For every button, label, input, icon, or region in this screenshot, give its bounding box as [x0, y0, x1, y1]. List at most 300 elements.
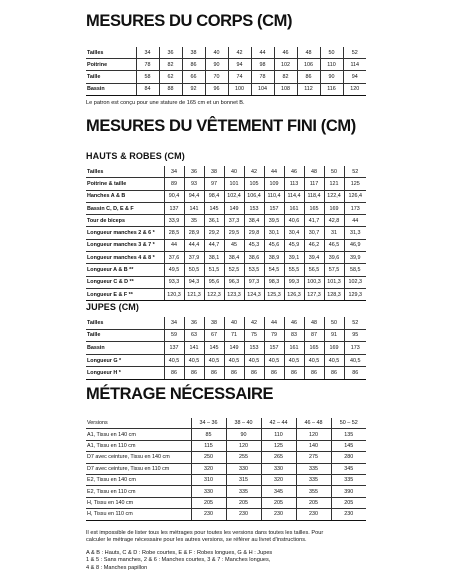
table-row — [86, 276, 366, 288]
value-cell: 38,9 — [264, 252, 284, 264]
value-cell: 30,4 — [284, 227, 304, 239]
header-cell: 34 – 36 — [191, 418, 226, 429]
value-cell: 335 — [296, 463, 331, 474]
value-cell: 40,5 — [304, 354, 324, 367]
value-cell: 91 — [324, 329, 344, 342]
value-cell: 265 — [261, 452, 296, 463]
yardage-note-line: calculer le métrage nécessaire pour les autres versions, se référer au livret d'instructions. — [86, 537, 307, 544]
value-cell: 137 — [164, 342, 184, 355]
table-row — [86, 329, 366, 342]
value-cell: 40,5 — [244, 354, 264, 367]
value-cell: 67 — [204, 329, 224, 342]
value-cell: 46,9 — [344, 239, 366, 251]
value-cell: 38,1 — [204, 252, 224, 264]
value-cell: 255 — [226, 452, 261, 463]
table-row — [86, 252, 366, 264]
version-legend-line: 1 & 5 : Sans manches, 2 & 6 : Manches courtes, 3 & 7 : Manches longues, — [86, 557, 271, 564]
value-cell: 63 — [184, 329, 204, 342]
header-cell: 50 – 52 — [331, 418, 366, 429]
value-cell: 153 — [244, 342, 264, 355]
value-cell: 230 — [191, 509, 226, 520]
header-cell: 34 — [164, 317, 184, 329]
value-cell: 157 — [264, 342, 284, 355]
value-cell: 390 — [331, 486, 366, 497]
header-label-cell: Tailles — [86, 166, 164, 178]
value-cell: 141 — [184, 202, 204, 214]
row-label-cell: Longueur manches 2 & 6 * — [86, 227, 164, 239]
value-cell: 140 — [296, 440, 331, 451]
row-label-cell: Taille — [86, 71, 136, 83]
value-cell: 230 — [296, 509, 331, 520]
value-cell: 120 — [296, 429, 331, 440]
value-cell: 38,6 — [244, 252, 264, 264]
value-cell: 137 — [164, 202, 184, 214]
value-cell: 94,3 — [184, 276, 204, 288]
header-cell: 44 — [251, 47, 274, 59]
value-cell: 31,3 — [344, 227, 366, 239]
header-cell: 46 — [274, 47, 297, 59]
version-legend-line: A & B : Hauts, C & D : Robe courtes, E & F : Robes longues, G & H : Jupes — [86, 550, 273, 556]
header-cell: 52 — [344, 317, 366, 329]
yardage-title: MÉTRAGE NÉCESSAIRE — [86, 385, 274, 403]
skirts-table — [86, 317, 366, 380]
value-cell: 141 — [184, 342, 204, 355]
row-label-cell: Bassin C, D, E & F — [86, 202, 164, 214]
table-row — [86, 509, 366, 520]
value-cell: 96 — [205, 83, 228, 95]
header-label-cell: Versions — [86, 418, 191, 429]
value-cell: 40,5 — [224, 354, 244, 367]
value-cell: 345 — [331, 463, 366, 474]
value-cell: 82 — [159, 59, 182, 71]
value-cell: 95 — [344, 329, 366, 342]
value-cell: 95,6 — [204, 276, 224, 288]
garment-measurements-title: MESURES DU VÊTEMENT FINI (CM) — [86, 117, 356, 135]
value-cell: 45,6 — [264, 239, 284, 251]
value-cell: 102,3 — [344, 276, 366, 288]
skirts-title: JUPES (CM) — [86, 302, 140, 312]
value-cell: 93 — [184, 178, 204, 190]
header-cell: 42 — [244, 166, 264, 178]
header-cell: 44 — [264, 317, 284, 329]
value-cell: 85 — [191, 429, 226, 440]
value-cell: 275 — [296, 452, 331, 463]
value-cell: 110,4 — [264, 190, 284, 202]
row-label-cell: Longueur E & F ** — [86, 288, 164, 300]
row-label-cell: Hanches A & B — [86, 190, 164, 202]
yardage-table — [86, 418, 366, 521]
tops-dresses-title: HAUTS & ROBES (CM) — [86, 151, 185, 161]
table-row — [86, 83, 366, 95]
value-cell: 102 — [274, 59, 297, 71]
value-cell: 98,4 — [204, 190, 224, 202]
value-cell: 161 — [284, 342, 304, 355]
header-label-cell: Tailles — [86, 317, 164, 329]
value-cell: 102,4 — [224, 190, 244, 202]
value-cell: 45,3 — [244, 239, 264, 251]
value-cell: 86 — [204, 367, 224, 380]
row-label-cell: Longueur A & B ** — [86, 264, 164, 276]
value-cell: 320 — [191, 463, 226, 474]
value-cell: 125 — [344, 178, 366, 190]
header-cell: 42 — [228, 47, 251, 59]
value-cell: 57,5 — [324, 264, 344, 276]
table-row — [86, 452, 366, 463]
value-cell: 315 — [226, 474, 261, 485]
body-measurements-table — [86, 47, 366, 96]
value-cell: 74 — [228, 71, 251, 83]
row-label-cell: E2, Tissu en 110 cm — [86, 486, 191, 497]
value-cell: 86 — [184, 367, 204, 380]
value-cell: 128,3 — [324, 288, 344, 300]
value-cell: 44,4 — [184, 239, 204, 251]
value-cell: 145 — [204, 202, 224, 214]
value-cell: 120 — [226, 440, 261, 451]
value-cell: 46,5 — [324, 239, 344, 251]
row-label-cell: A1, Tissu en 110 cm — [86, 440, 191, 451]
version-legend — [86, 550, 272, 572]
row-label-cell: Bassin — [86, 83, 136, 95]
header-cell: 36 — [184, 166, 204, 178]
value-cell: 93,3 — [164, 276, 184, 288]
table-row — [86, 264, 366, 276]
value-cell: 94 — [228, 59, 251, 71]
value-cell: 335 — [226, 486, 261, 497]
header-cell: 38 – 40 — [226, 418, 261, 429]
value-cell: 70 — [205, 71, 228, 83]
value-cell: 109 — [264, 178, 284, 190]
value-cell: 86 — [324, 367, 344, 380]
value-cell: 97,3 — [244, 276, 264, 288]
row-label-cell: Bassin — [86, 342, 164, 355]
value-cell: 205 — [191, 497, 226, 508]
value-cell: 173 — [344, 202, 366, 214]
header-cell: 36 — [184, 317, 204, 329]
value-cell: 29,5 — [224, 227, 244, 239]
value-cell: 44,7 — [204, 239, 224, 251]
value-cell: 108 — [274, 83, 297, 95]
value-cell: 145 — [331, 440, 366, 451]
value-cell: 250 — [191, 452, 226, 463]
value-cell: 78 — [136, 59, 159, 71]
value-cell: 46,2 — [304, 239, 324, 251]
value-cell: 66 — [182, 71, 205, 83]
header-label-cell: Tailles — [86, 47, 136, 59]
value-cell: 173 — [344, 342, 366, 355]
value-cell: 94,4 — [184, 190, 204, 202]
value-cell: 330 — [226, 463, 261, 474]
header-cell: 52 — [343, 47, 366, 59]
value-cell: 169 — [324, 202, 344, 214]
body-measurements-title: MESURES DU CORPS (CM) — [86, 12, 293, 30]
value-cell: 116 — [320, 83, 343, 95]
header-cell: 40 — [224, 317, 244, 329]
value-cell: 40,5 — [284, 354, 304, 367]
row-label-cell: D7 avec ceinture, Tissu en 140 cm — [86, 452, 191, 463]
value-cell: 35 — [184, 215, 204, 227]
value-cell: 39,5 — [264, 215, 284, 227]
value-cell: 29,2 — [204, 227, 224, 239]
value-cell: 86 — [297, 71, 320, 83]
header-cell: 48 — [304, 317, 324, 329]
value-cell: 125,3 — [264, 288, 284, 300]
value-cell: 106,4 — [244, 190, 264, 202]
value-cell: 99,3 — [284, 276, 304, 288]
value-cell: 39,6 — [324, 252, 344, 264]
header-cell: 38 — [182, 47, 205, 59]
value-cell: 118,4 — [304, 190, 324, 202]
value-cell: 30,1 — [264, 227, 284, 239]
value-cell: 100,3 — [304, 276, 324, 288]
value-cell: 126,4 — [344, 190, 366, 202]
value-cell: 112 — [297, 83, 320, 95]
table-row — [86, 486, 366, 497]
value-cell: 320 — [261, 474, 296, 485]
table-row — [86, 429, 366, 440]
row-label-cell: A1, Tissu en 140 cm — [86, 429, 191, 440]
value-cell: 59 — [164, 329, 184, 342]
value-cell: 114 — [343, 59, 366, 71]
value-cell: 122,3 — [204, 288, 224, 300]
value-cell: 92 — [182, 83, 205, 95]
row-label-cell: Taille — [86, 329, 164, 342]
value-cell: 44 — [164, 239, 184, 251]
row-label-cell: H, Tissu en 110 cm — [86, 509, 191, 520]
header-cell: 50 — [324, 166, 344, 178]
value-cell: 149 — [224, 202, 244, 214]
table-row — [86, 71, 366, 83]
value-cell: 120,3 — [164, 288, 184, 300]
value-cell: 31 — [324, 227, 344, 239]
table-row — [86, 367, 366, 380]
value-cell: 86 — [344, 367, 366, 380]
value-cell: 114,4 — [284, 190, 304, 202]
table-header-row — [86, 317, 366, 329]
value-cell: 230 — [331, 509, 366, 520]
value-cell: 53,5 — [244, 264, 264, 276]
value-cell: 37,6 — [164, 252, 184, 264]
value-cell: 38,4 — [224, 252, 244, 264]
value-cell: 54,5 — [264, 264, 284, 276]
value-cell: 28,9 — [184, 227, 204, 239]
value-cell: 90,4 — [164, 190, 184, 202]
table-row — [86, 342, 366, 355]
table-row — [86, 354, 366, 367]
value-cell: 90 — [226, 429, 261, 440]
value-cell: 106 — [297, 59, 320, 71]
value-cell: 40,5 — [184, 354, 204, 367]
header-cell: 38 — [204, 317, 224, 329]
value-cell: 45 — [224, 239, 244, 251]
value-cell: 71 — [224, 329, 244, 342]
row-label-cell: Longueur H * — [86, 367, 164, 380]
value-cell: 55,5 — [284, 264, 304, 276]
row-label-cell: Poitrine — [86, 59, 136, 71]
value-cell: 50,5 — [184, 264, 204, 276]
value-cell: 33,9 — [164, 215, 184, 227]
value-cell: 39,9 — [344, 252, 366, 264]
value-cell: 205 — [261, 497, 296, 508]
version-legend-line: 4 & 8 : Manches papillon — [86, 564, 148, 571]
value-cell: 127,3 — [304, 288, 324, 300]
value-cell: 101 — [224, 178, 244, 190]
value-cell: 330 — [191, 486, 226, 497]
value-cell: 335 — [331, 474, 366, 485]
value-cell: 86 — [224, 367, 244, 380]
value-cell: 113 — [284, 178, 304, 190]
value-cell: 345 — [261, 486, 296, 497]
value-cell: 117 — [304, 178, 324, 190]
value-cell: 39,1 — [284, 252, 304, 264]
table-row — [86, 463, 366, 474]
value-cell: 79 — [264, 329, 284, 342]
value-cell: 86 — [164, 367, 184, 380]
value-cell: 62 — [159, 71, 182, 83]
value-cell: 78 — [251, 71, 274, 83]
tops-dresses-table — [86, 166, 366, 301]
table-row — [86, 288, 366, 300]
body-measurements-note: Le patron est conçu pour une stature de 165 cm et un bonnet B. — [86, 100, 245, 106]
value-cell: 45,9 — [284, 239, 304, 251]
value-cell: 38,4 — [244, 215, 264, 227]
value-cell: 122,4 — [324, 190, 344, 202]
yardage-note-line: Il est impossible de lister tous les métrages pour toutes les versions dans toutes les tailles. Pour — [86, 530, 324, 536]
value-cell: 157 — [264, 202, 284, 214]
header-cell: 40 — [205, 47, 228, 59]
value-cell: 96,3 — [224, 276, 244, 288]
header-cell: 44 — [264, 166, 284, 178]
row-label-cell: Poitrine & taille — [86, 178, 164, 190]
value-cell: 205 — [226, 497, 261, 508]
table-header-row — [86, 47, 366, 59]
header-cell: 36 — [159, 47, 182, 59]
value-cell: 126,3 — [284, 288, 304, 300]
value-cell: 40,5 — [324, 354, 344, 367]
value-cell: 110 — [320, 59, 343, 71]
header-cell: 46 — [284, 166, 304, 178]
value-cell: 87 — [304, 329, 324, 342]
value-cell: 94 — [343, 71, 366, 83]
value-cell: 58 — [136, 71, 159, 83]
value-cell: 86 — [182, 59, 205, 71]
value-cell: 37,3 — [224, 215, 244, 227]
value-cell: 123,3 — [224, 288, 244, 300]
table-row — [86, 497, 366, 508]
value-cell: 75 — [244, 329, 264, 342]
value-cell: 149 — [224, 342, 244, 355]
value-cell: 39,4 — [304, 252, 324, 264]
header-cell: 40 — [224, 166, 244, 178]
table-row — [86, 474, 366, 485]
value-cell: 88 — [159, 83, 182, 95]
value-cell: 101,3 — [324, 276, 344, 288]
value-cell: 169 — [324, 342, 344, 355]
value-cell: 135 — [331, 429, 366, 440]
value-cell: 115 — [191, 440, 226, 451]
table-row — [86, 227, 366, 239]
value-cell: 36,1 — [204, 215, 224, 227]
value-cell: 230 — [261, 509, 296, 520]
value-cell: 110 — [261, 429, 296, 440]
value-cell: 161 — [284, 202, 304, 214]
value-cell: 105 — [244, 178, 264, 190]
value-cell: 129,3 — [344, 288, 366, 300]
row-label-cell: Longueur manches 4 & 8 * — [86, 252, 164, 264]
value-cell: 89 — [164, 178, 184, 190]
header-cell: 48 — [297, 47, 320, 59]
value-cell: 153 — [244, 202, 264, 214]
table-row — [86, 215, 366, 227]
table-header-row — [86, 166, 366, 178]
value-cell: 90 — [320, 71, 343, 83]
value-cell: 120 — [343, 83, 366, 95]
value-cell: 125 — [261, 440, 296, 451]
value-cell: 355 — [296, 486, 331, 497]
header-cell: 50 — [320, 47, 343, 59]
row-label-cell: H, Tissu en 140 cm — [86, 497, 191, 508]
value-cell: 90 — [205, 59, 228, 71]
table-row — [86, 440, 366, 451]
value-cell: 40,6 — [284, 215, 304, 227]
value-cell: 86 — [284, 367, 304, 380]
value-cell: 83 — [284, 329, 304, 342]
value-cell: 165 — [304, 342, 324, 355]
header-cell: 48 — [304, 166, 324, 178]
value-cell: 82 — [274, 71, 297, 83]
value-cell: 44 — [344, 215, 366, 227]
header-cell: 46 – 48 — [296, 418, 331, 429]
value-cell: 41,7 — [304, 215, 324, 227]
row-label-cell: E2, Tissu en 140 cm — [86, 474, 191, 485]
header-cell: 52 — [344, 166, 366, 178]
value-cell: 49,5 — [164, 264, 184, 276]
value-cell: 40,5 — [344, 354, 366, 367]
value-cell: 335 — [296, 474, 331, 485]
value-cell: 280 — [331, 452, 366, 463]
value-cell: 40,5 — [204, 354, 224, 367]
row-label-cell: Longueur G * — [86, 354, 164, 367]
header-cell: 34 — [164, 166, 184, 178]
value-cell: 40,5 — [164, 354, 184, 367]
value-cell: 58,5 — [344, 264, 366, 276]
value-cell: 165 — [304, 202, 324, 214]
value-cell: 205 — [331, 497, 366, 508]
value-cell: 51,5 — [204, 264, 224, 276]
value-cell: 230 — [226, 509, 261, 520]
table-row — [86, 59, 366, 71]
table-row — [86, 178, 366, 190]
value-cell: 100 — [228, 83, 251, 95]
table-row — [86, 239, 366, 251]
header-cell: 38 — [204, 166, 224, 178]
table-row — [86, 202, 366, 214]
row-label-cell: Longueur C & D ** — [86, 276, 164, 288]
row-label-cell: Tour de biceps — [86, 215, 164, 227]
value-cell: 37,9 — [184, 252, 204, 264]
value-cell: 121,3 — [184, 288, 204, 300]
header-cell: 50 — [324, 317, 344, 329]
header-cell: 42 – 44 — [261, 418, 296, 429]
header-cell: 34 — [136, 47, 159, 59]
value-cell: 124,3 — [244, 288, 264, 300]
value-cell: 30,7 — [304, 227, 324, 239]
value-cell: 310 — [191, 474, 226, 485]
value-cell: 84 — [136, 83, 159, 95]
value-cell: 86 — [264, 367, 284, 380]
value-cell: 121 — [324, 178, 344, 190]
yardage-note — [86, 530, 323, 545]
value-cell: 86 — [244, 367, 264, 380]
